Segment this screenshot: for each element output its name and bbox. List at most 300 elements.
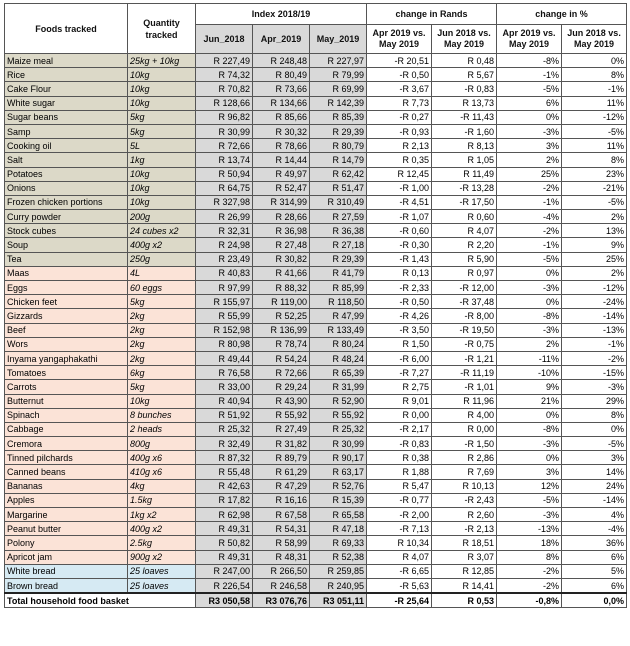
cell-jun-2018: R 226,54 <box>196 578 253 593</box>
table-row <box>5 394 627 408</box>
cell-change-jun-may-percent: 23% <box>562 167 627 181</box>
cell-apr-2019: R 58,99 <box>253 536 310 550</box>
cell-quantity: 10kg <box>128 394 196 408</box>
cell-may-2019: R 63,17 <box>310 465 367 479</box>
cell-quantity: 5L <box>128 139 196 153</box>
cell-food: White bread <box>5 564 128 578</box>
header-change-percent: change in % <box>497 4 627 25</box>
cell-quantity: 10kg <box>128 96 196 110</box>
cell-quantity: 2kg <box>128 323 196 337</box>
cell-apr-2019: R 73,66 <box>253 82 310 96</box>
table-row <box>5 422 627 436</box>
table-row <box>5 96 627 110</box>
total-change-apr-may-rands: -R 25,64 <box>367 593 432 608</box>
cell-change-apr-may-rands: -R 0,50 <box>367 295 432 309</box>
cell-change-jun-may-rands: R 3,07 <box>432 550 497 564</box>
cell-change-jun-may-percent: -12% <box>562 110 627 124</box>
cell-change-jun-may-rands: -R 13,28 <box>432 181 497 195</box>
cell-may-2019: R 310,49 <box>310 195 367 209</box>
cell-quantity: 10kg <box>128 181 196 195</box>
cell-jun-2018: R 55,48 <box>196 465 253 479</box>
cell-apr-2019: R 54,31 <box>253 522 310 536</box>
cell-quantity: 400g x2 <box>128 522 196 536</box>
table-row <box>5 295 627 309</box>
cell-may-2019: R 80,79 <box>310 139 367 153</box>
cell-change-jun-may-rands: -R 11,19 <box>432 366 497 380</box>
cell-apr-2019: R 48,31 <box>253 550 310 564</box>
cell-change-jun-may-rands: -R 1,01 <box>432 380 497 394</box>
table-row <box>5 167 627 181</box>
cell-change-apr-may-percent: -1% <box>497 68 562 82</box>
cell-jun-2018: R 42,63 <box>196 479 253 493</box>
cell-change-apr-may-rands: -R 0,77 <box>367 493 432 507</box>
cell-may-2019: R 29,39 <box>310 124 367 138</box>
cell-jun-2018: R 50,94 <box>196 167 253 181</box>
cell-change-apr-may-rands: R 10,34 <box>367 536 432 550</box>
cell-change-apr-may-rands: -R 3,50 <box>367 323 432 337</box>
table-row <box>5 366 627 380</box>
cell-may-2019: R 48,24 <box>310 351 367 365</box>
cell-change-apr-may-percent: 18% <box>497 536 562 550</box>
cell-change-jun-may-rands: R 13,73 <box>432 96 497 110</box>
cell-change-apr-may-percent: 8% <box>497 550 562 564</box>
cell-may-2019: R 79,99 <box>310 68 367 82</box>
cell-change-jun-may-percent: -5% <box>562 437 627 451</box>
cell-may-2019: R 85,99 <box>310 281 367 295</box>
table-row <box>5 337 627 351</box>
table-row <box>5 437 627 451</box>
cell-apr-2019: R 61,29 <box>253 465 310 479</box>
cell-quantity: 5kg <box>128 380 196 394</box>
cell-may-2019: R 14,79 <box>310 153 367 167</box>
cell-change-apr-may-percent: 3% <box>497 139 562 153</box>
cell-change-jun-may-rands: -R 0,75 <box>432 337 497 351</box>
cell-jun-2018: R 80,98 <box>196 337 253 351</box>
cell-quantity: 60 eggs <box>128 281 196 295</box>
table-row <box>5 536 627 550</box>
cell-food: Curry powder <box>5 210 128 224</box>
cell-may-2019: R 80,24 <box>310 337 367 351</box>
cell-change-apr-may-percent: 0% <box>497 110 562 124</box>
header-quantity-tracked: Quantity tracked <box>128 4 196 54</box>
cell-change-jun-may-percent: 29% <box>562 394 627 408</box>
cell-may-2019: R 227,97 <box>310 54 367 68</box>
total-row <box>5 593 627 608</box>
cell-change-jun-may-rands: R 0,00 <box>432 422 497 436</box>
cell-food: Canned beans <box>5 465 128 479</box>
cell-change-apr-may-rands: R 2,75 <box>367 380 432 394</box>
cell-jun-2018: R 76,58 <box>196 366 253 380</box>
cell-change-apr-may-rands: -R 1,43 <box>367 252 432 266</box>
cell-apr-2019: R 67,58 <box>253 508 310 522</box>
cell-change-jun-may-rands: R 2,86 <box>432 451 497 465</box>
cell-quantity: 2kg <box>128 351 196 365</box>
cell-jun-2018: R 40,83 <box>196 266 253 280</box>
cell-quantity: 10kg <box>128 68 196 82</box>
cell-change-jun-may-rands: -R 2,13 <box>432 522 497 536</box>
cell-food: Frozen chicken portions <box>5 195 128 209</box>
cell-food: Sugar beans <box>5 110 128 124</box>
table-row <box>5 309 627 323</box>
cell-quantity: 250g <box>128 252 196 266</box>
cell-change-jun-may-percent: 4% <box>562 508 627 522</box>
table-body <box>5 54 627 594</box>
table-row <box>5 238 627 252</box>
cell-jun-2018: R 74,32 <box>196 68 253 82</box>
cell-quantity: 5kg <box>128 110 196 124</box>
cell-change-jun-may-percent: -14% <box>562 309 627 323</box>
cell-change-jun-may-percent: 8% <box>562 68 627 82</box>
cell-change-apr-may-rands: R 0,38 <box>367 451 432 465</box>
cell-change-apr-may-rands: -R 4,51 <box>367 195 432 209</box>
cell-quantity: 800g <box>128 437 196 451</box>
table-row <box>5 281 627 295</box>
cell-change-jun-may-rands: -R 11,43 <box>432 110 497 124</box>
cell-change-apr-may-rands: -R 1,00 <box>367 181 432 195</box>
cell-apr-2019: R 29,24 <box>253 380 310 394</box>
table-row <box>5 153 627 167</box>
cell-change-jun-may-percent: -24% <box>562 295 627 309</box>
cell-change-jun-may-rands: R 18,51 <box>432 536 497 550</box>
cell-change-jun-may-rands: R 11,96 <box>432 394 497 408</box>
cell-change-jun-may-percent: -21% <box>562 181 627 195</box>
cell-change-jun-may-rands: R 11,49 <box>432 167 497 181</box>
cell-change-jun-may-rands: R 2,60 <box>432 508 497 522</box>
table-row <box>5 479 627 493</box>
cell-change-jun-may-rands: -R 19,50 <box>432 323 497 337</box>
cell-quantity: 200g <box>128 210 196 224</box>
cell-apr-2019: R 49,97 <box>253 167 310 181</box>
cell-change-jun-may-percent: -4% <box>562 522 627 536</box>
cell-quantity: 4kg <box>128 479 196 493</box>
cell-change-jun-may-rands: R 7,69 <box>432 465 497 479</box>
cell-change-jun-may-percent: 2% <box>562 210 627 224</box>
cell-quantity: 2kg <box>128 337 196 351</box>
cell-food: Stock cubes <box>5 224 128 238</box>
header-may-2019: May_2019 <box>310 25 367 54</box>
cell-apr-2019: R 80,49 <box>253 68 310 82</box>
cell-change-jun-may-percent: -12% <box>562 281 627 295</box>
cell-change-apr-may-rands: -R 3,67 <box>367 82 432 96</box>
cell-change-apr-may-rands: R 5,47 <box>367 479 432 493</box>
table-row <box>5 54 627 68</box>
cell-quantity: 10kg <box>128 167 196 181</box>
header-jun-vs-may-rands: Jun 2018 vs. May 2019 <box>432 25 497 54</box>
cell-apr-2019: R 266,50 <box>253 564 310 578</box>
cell-jun-2018: R 17,82 <box>196 493 253 507</box>
cell-change-apr-may-rands: R 9,01 <box>367 394 432 408</box>
cell-may-2019: R 15,39 <box>310 493 367 507</box>
cell-food: Wors <box>5 337 128 351</box>
total-change-jun-may-percent: 0,0% <box>562 593 627 608</box>
cell-change-apr-may-percent: -3% <box>497 323 562 337</box>
cell-change-apr-may-percent: -8% <box>497 309 562 323</box>
cell-change-apr-may-percent: 2% <box>497 153 562 167</box>
cell-apr-2019: R 54,24 <box>253 351 310 365</box>
cell-change-apr-may-percent: -3% <box>497 437 562 451</box>
cell-may-2019: R 52,76 <box>310 479 367 493</box>
cell-jun-2018: R 13,74 <box>196 153 253 167</box>
cell-may-2019: R 47,99 <box>310 309 367 323</box>
cell-change-apr-may-percent: 12% <box>497 479 562 493</box>
cell-jun-2018: R 155,97 <box>196 295 253 309</box>
table-row <box>5 380 627 394</box>
cell-jun-2018: R 49,31 <box>196 550 253 564</box>
cell-quantity: 2 heads <box>128 422 196 436</box>
cell-change-apr-may-percent: 2% <box>497 337 562 351</box>
cell-change-jun-may-percent: 2% <box>562 266 627 280</box>
cell-jun-2018: R 40,94 <box>196 394 253 408</box>
cell-food: Cabbage <box>5 422 128 436</box>
cell-quantity: 1.5kg <box>128 493 196 507</box>
cell-change-apr-may-percent: -8% <box>497 54 562 68</box>
cell-change-jun-may-percent: -14% <box>562 493 627 507</box>
header-jun-2018: Jun_2018 <box>196 25 253 54</box>
cell-apr-2019: R 36,98 <box>253 224 310 238</box>
cell-quantity: 24 cubes x2 <box>128 224 196 238</box>
cell-quantity: 6kg <box>128 366 196 380</box>
cell-apr-2019: R 14,44 <box>253 153 310 167</box>
cell-jun-2018: R 327,98 <box>196 195 253 209</box>
cell-jun-2018: R 247,00 <box>196 564 253 578</box>
table-row <box>5 224 627 238</box>
cell-change-apr-may-rands: -R 0,60 <box>367 224 432 238</box>
cell-apr-2019: R 136,99 <box>253 323 310 337</box>
cell-change-apr-may-rands: -R 5,63 <box>367 578 432 593</box>
cell-may-2019: R 65,39 <box>310 366 367 380</box>
cell-change-apr-may-rands: R 4,07 <box>367 550 432 564</box>
table-row <box>5 82 627 96</box>
cell-change-apr-may-rands: R 7,73 <box>367 96 432 110</box>
cell-may-2019: R 31,99 <box>310 380 367 394</box>
cell-change-apr-may-percent: -8% <box>497 422 562 436</box>
cell-food: Maize meal <box>5 54 128 68</box>
table-row <box>5 139 627 153</box>
cell-apr-2019: R 52,25 <box>253 309 310 323</box>
total-jun-2018: R3 050,58 <box>196 593 253 608</box>
table-row <box>5 124 627 138</box>
table-row <box>5 493 627 507</box>
total-may-2019: R3 051,11 <box>310 593 367 608</box>
cell-change-jun-may-percent: 36% <box>562 536 627 550</box>
cell-jun-2018: R 70,82 <box>196 82 253 96</box>
cell-change-jun-may-percent: 3% <box>562 451 627 465</box>
header-foods-tracked: Foods tracked <box>5 4 128 54</box>
cell-change-jun-may-percent: 0% <box>562 54 627 68</box>
cell-apr-2019: R 30,82 <box>253 252 310 266</box>
cell-may-2019: R 36,38 <box>310 224 367 238</box>
cell-may-2019: R 51,47 <box>310 181 367 195</box>
table-row <box>5 578 627 593</box>
cell-change-apr-may-percent: 6% <box>497 96 562 110</box>
cell-food: Salt <box>5 153 128 167</box>
cell-may-2019: R 69,33 <box>310 536 367 550</box>
cell-food: Cooking oil <box>5 139 128 153</box>
table-row <box>5 408 627 422</box>
cell-change-apr-may-percent: -1% <box>497 195 562 209</box>
cell-may-2019: R 27,18 <box>310 238 367 252</box>
food-basket-table <box>4 3 627 608</box>
cell-change-jun-may-percent: 9% <box>562 238 627 252</box>
cell-food: Soup <box>5 238 128 252</box>
cell-change-apr-may-rands: R 0,13 <box>367 266 432 280</box>
cell-change-jun-may-rands: R 2,20 <box>432 238 497 252</box>
cell-apr-2019: R 246,58 <box>253 578 310 593</box>
cell-food: Tomatoes <box>5 366 128 380</box>
table-row <box>5 508 627 522</box>
cell-quantity: 1kg <box>128 153 196 167</box>
cell-change-jun-may-percent: 6% <box>562 578 627 593</box>
cell-change-jun-may-rands: R 5,67 <box>432 68 497 82</box>
cell-apr-2019: R 134,66 <box>253 96 310 110</box>
cell-change-apr-may-rands: R 1,88 <box>367 465 432 479</box>
cell-food: Apricot jam <box>5 550 128 564</box>
cell-may-2019: R 85,39 <box>310 110 367 124</box>
cell-change-jun-may-rands: R 1,05 <box>432 153 497 167</box>
cell-apr-2019: R 27,49 <box>253 422 310 436</box>
table-row <box>5 252 627 266</box>
cell-quantity: 25 loaves <box>128 564 196 578</box>
cell-change-apr-may-rands: -R 4,26 <box>367 309 432 323</box>
cell-food: Peanut butter <box>5 522 128 536</box>
cell-change-apr-may-rands: R 0,00 <box>367 408 432 422</box>
cell-change-apr-may-percent: -2% <box>497 224 562 238</box>
cell-food: Potatoes <box>5 167 128 181</box>
header-apr-vs-may-rands: Apr 2019 vs. May 2019 <box>367 25 432 54</box>
cell-quantity: 4L <box>128 266 196 280</box>
cell-change-jun-may-percent: -5% <box>562 195 627 209</box>
table-row <box>5 522 627 536</box>
cell-quantity: 5kg <box>128 295 196 309</box>
cell-change-apr-may-rands: -R 0,93 <box>367 124 432 138</box>
cell-change-apr-may-rands: -R 1,07 <box>367 210 432 224</box>
cell-quantity: 900g x2 <box>128 550 196 564</box>
cell-quantity: 25kg + 10kg <box>128 54 196 68</box>
total-label: Total household food basket <box>5 593 196 608</box>
cell-apr-2019: R 248,48 <box>253 54 310 68</box>
cell-change-jun-may-rands: R 0,97 <box>432 266 497 280</box>
cell-food: Gizzards <box>5 309 128 323</box>
cell-change-apr-may-percent: 21% <box>497 394 562 408</box>
cell-food: Cremora <box>5 437 128 451</box>
table-row <box>5 210 627 224</box>
cell-may-2019: R 55,92 <box>310 408 367 422</box>
cell-may-2019: R 240,95 <box>310 578 367 593</box>
table-row <box>5 323 627 337</box>
cell-apr-2019: R 55,92 <box>253 408 310 422</box>
cell-change-jun-may-percent: 8% <box>562 153 627 167</box>
cell-change-jun-may-rands: R 10,13 <box>432 479 497 493</box>
total-change-apr-may-percent: -0,8% <box>497 593 562 608</box>
cell-may-2019: R 52,38 <box>310 550 367 564</box>
cell-food: Chicken feet <box>5 295 128 309</box>
cell-may-2019: R 52,90 <box>310 394 367 408</box>
table-row <box>5 266 627 280</box>
cell-apr-2019: R 88,32 <box>253 281 310 295</box>
cell-change-apr-may-percent: -3% <box>497 124 562 138</box>
cell-may-2019: R 118,50 <box>310 295 367 309</box>
cell-jun-2018: R 32,49 <box>196 437 253 451</box>
cell-food: Bananas <box>5 479 128 493</box>
cell-apr-2019: R 47,29 <box>253 479 310 493</box>
table-row <box>5 451 627 465</box>
cell-change-jun-may-rands: R 0,60 <box>432 210 497 224</box>
cell-change-jun-may-rands: R 4,00 <box>432 408 497 422</box>
cell-food: Margarine <box>5 508 128 522</box>
cell-change-apr-may-percent: 0% <box>497 408 562 422</box>
cell-change-jun-may-percent: 13% <box>562 224 627 238</box>
cell-food: Eggs <box>5 281 128 295</box>
cell-change-jun-may-percent: 6% <box>562 550 627 564</box>
cell-may-2019: R 27,59 <box>310 210 367 224</box>
cell-change-jun-may-rands: -R 37,48 <box>432 295 497 309</box>
cell-change-jun-may-rands: -R 12,00 <box>432 281 497 295</box>
cell-change-jun-may-rands: -R 1,60 <box>432 124 497 138</box>
header-index-group: Index 2018/19 <box>196 4 367 25</box>
cell-change-apr-may-rands: -R 6,65 <box>367 564 432 578</box>
cell-jun-2018: R 33,00 <box>196 380 253 394</box>
cell-food: Cake Flour <box>5 82 128 96</box>
cell-apr-2019: R 27,48 <box>253 238 310 252</box>
cell-change-jun-may-percent: -3% <box>562 380 627 394</box>
cell-jun-2018: R 96,82 <box>196 110 253 124</box>
cell-jun-2018: R 24,98 <box>196 238 253 252</box>
cell-food: Rice <box>5 68 128 82</box>
cell-change-apr-may-rands: -R 7,13 <box>367 522 432 536</box>
cell-change-jun-may-percent: -1% <box>562 82 627 96</box>
cell-food: Spinach <box>5 408 128 422</box>
cell-change-apr-may-percent: -5% <box>497 252 562 266</box>
cell-change-jun-may-percent: -1% <box>562 337 627 351</box>
cell-quantity: 10kg <box>128 82 196 96</box>
cell-jun-2018: R 152,98 <box>196 323 253 337</box>
cell-jun-2018: R 55,99 <box>196 309 253 323</box>
cell-quantity: 2.5kg <box>128 536 196 550</box>
cell-change-apr-may-rands: -R 0,27 <box>367 110 432 124</box>
cell-apr-2019: R 41,66 <box>253 266 310 280</box>
cell-quantity: 5kg <box>128 124 196 138</box>
cell-change-jun-may-percent: -13% <box>562 323 627 337</box>
cell-change-apr-may-percent: -3% <box>497 508 562 522</box>
cell-quantity: 400g x2 <box>128 238 196 252</box>
cell-food: Onions <box>5 181 128 195</box>
cell-apr-2019: R 314,99 <box>253 195 310 209</box>
cell-change-jun-may-percent: 8% <box>562 408 627 422</box>
cell-change-jun-may-percent: 11% <box>562 96 627 110</box>
cell-apr-2019: R 119,00 <box>253 295 310 309</box>
cell-change-apr-may-percent: 25% <box>497 167 562 181</box>
cell-change-apr-may-percent: -2% <box>497 181 562 195</box>
cell-change-apr-may-percent: -13% <box>497 522 562 536</box>
cell-change-jun-may-percent: -15% <box>562 366 627 380</box>
cell-apr-2019: R 31,82 <box>253 437 310 451</box>
cell-quantity: 10kg <box>128 195 196 209</box>
cell-food: Butternut <box>5 394 128 408</box>
cell-quantity: 25 loaves <box>128 578 196 593</box>
cell-apr-2019: R 52,47 <box>253 181 310 195</box>
cell-apr-2019: R 72,66 <box>253 366 310 380</box>
cell-food: Beef <box>5 323 128 337</box>
cell-jun-2018: R 26,99 <box>196 210 253 224</box>
cell-change-apr-may-rands: -R 7,27 <box>367 366 432 380</box>
cell-jun-2018: R 30,99 <box>196 124 253 138</box>
cell-change-apr-may-rands: -R 2,00 <box>367 508 432 522</box>
cell-change-jun-may-percent: -5% <box>562 124 627 138</box>
header-jun-vs-may-percent: Jun 2018 vs. May 2019 <box>562 25 627 54</box>
cell-change-apr-may-rands: -R 2,17 <box>367 422 432 436</box>
cell-change-apr-may-percent: 3% <box>497 465 562 479</box>
cell-jun-2018: R 87,32 <box>196 451 253 465</box>
